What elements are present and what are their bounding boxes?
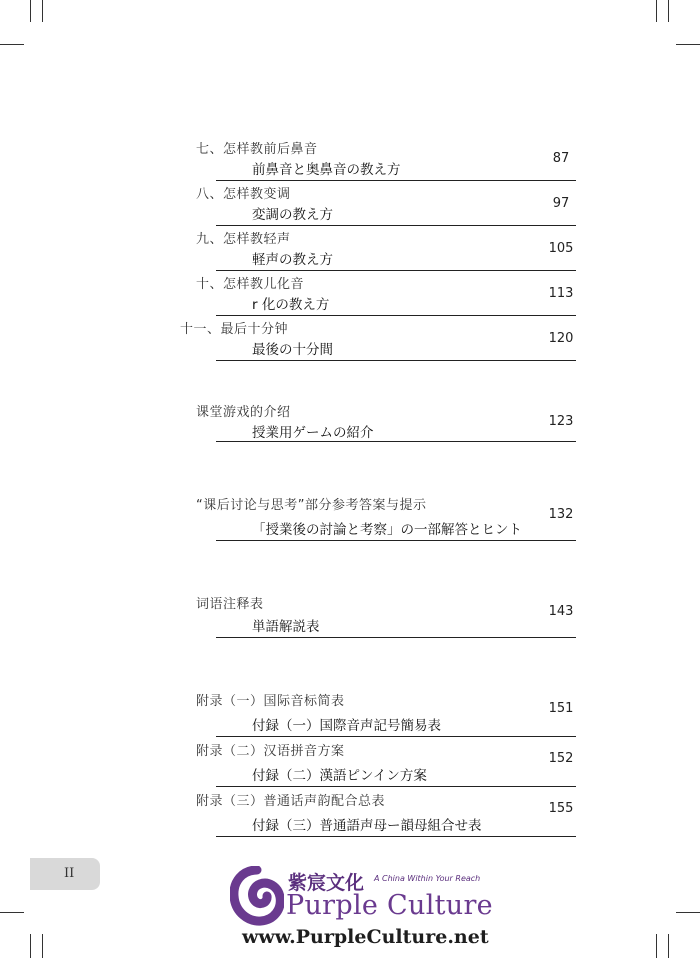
toc-entry-page: 105: [548, 241, 574, 256]
toc-entry-cn-title: 课堂游戏的介绍: [196, 405, 291, 420]
crop-mark: [668, 0, 669, 22]
crop-mark: [656, 934, 657, 958]
brand-tagline: A China Within Your Reach: [374, 874, 481, 883]
toc-divider: [216, 270, 576, 271]
toc-entry-cn-title: 九、怎样教轻声: [196, 232, 291, 247]
crop-mark: [30, 934, 31, 958]
toc-divider: [216, 360, 576, 361]
crop-mark: [668, 934, 669, 958]
crop-mark: [30, 0, 31, 22]
crop-mark: [676, 912, 700, 913]
toc-entry-page: 155: [548, 801, 574, 816]
toc-entry-cn-title: 十、怎样教儿化音: [196, 277, 305, 292]
crop-mark: [0, 912, 24, 913]
brand-chinese-name: 紫宸文化: [288, 872, 365, 894]
toc-entry-jp-title: 「授業後の討論と考察」の一部解答とヒント: [252, 522, 522, 538]
page-number-tab: [30, 858, 100, 890]
toc-entry-page: 87: [552, 151, 570, 166]
toc-entry-cn-title: 词语注释表: [196, 597, 264, 612]
toc-entry-cn-title: 附录（三）普通话声韵配合总表: [196, 794, 386, 809]
page-number: II: [64, 866, 75, 881]
toc-entry-cn-title: 附录（二）汉语拼音方案: [196, 744, 345, 759]
toc-entry-jp-title: 前鼻音と奥鼻音の教え方: [252, 162, 401, 178]
watermark: [228, 862, 528, 954]
toc-divider: [216, 540, 576, 541]
toc-entry-cn-title: 附录（一）国际音标简表: [196, 694, 345, 709]
toc-entry-page: 132: [548, 507, 574, 522]
toc-entry-jp-title: 付録（二）漢語ピンイン方案: [252, 768, 427, 784]
toc-entry-cn-title: 八、怎样教变调: [196, 187, 291, 202]
toc-entry-jp-title: 変調の教え方: [252, 207, 333, 223]
toc-entry-cn-title: 七、怎样教前后鼻音: [196, 142, 318, 157]
toc-entry-page: 120: [548, 331, 574, 346]
toc-entry-jp-title: 軽声の教え方: [252, 252, 333, 268]
toc-entry-jp-title: 付録（一）国際音声記号簡易表: [252, 718, 441, 734]
toc-divider: [216, 180, 576, 181]
crop-mark: [656, 0, 657, 22]
toc-entry-page: 123: [548, 414, 574, 429]
toc-entry-cn-title: 十一、最后十分钟: [180, 322, 289, 337]
toc-divider: [216, 637, 576, 638]
swirl-logo-icon: [230, 866, 284, 926]
crop-mark: [0, 44, 24, 45]
brand-url[interactable]: www.PurpleCulture.net: [242, 926, 489, 948]
crop-mark: [676, 44, 700, 45]
toc-divider: [216, 736, 576, 737]
toc-entry-jp-title: 最後の十分間: [252, 342, 333, 358]
toc-entry-page: 143: [548, 604, 574, 619]
toc-divider: [216, 441, 576, 442]
crop-mark: [42, 0, 43, 22]
toc-entry-page: 97: [552, 196, 570, 211]
toc-entry-jp-title: r 化の教え方: [252, 297, 330, 313]
toc-divider: [216, 786, 576, 787]
toc-entry-jp-title: 授業用ゲームの紹介: [252, 425, 374, 441]
toc-entry-page: 113: [548, 286, 574, 301]
toc-entry-page: 152: [548, 751, 574, 766]
toc-entry-page: 151: [548, 701, 574, 716]
toc-divider: [216, 836, 576, 837]
toc-entry-cn-title: “课后讨论与思考”部分参考答案与提示: [196, 498, 427, 513]
crop-mark: [42, 934, 43, 958]
brand-english-name: Purple Culture: [286, 890, 493, 921]
toc-entry-jp-title: 付録（三）普通語声母ー韻母組合せ表: [252, 818, 482, 834]
toc-divider: [216, 225, 576, 226]
toc-entry-jp-title: 単語解説表: [252, 619, 320, 635]
toc-divider: [216, 315, 576, 316]
